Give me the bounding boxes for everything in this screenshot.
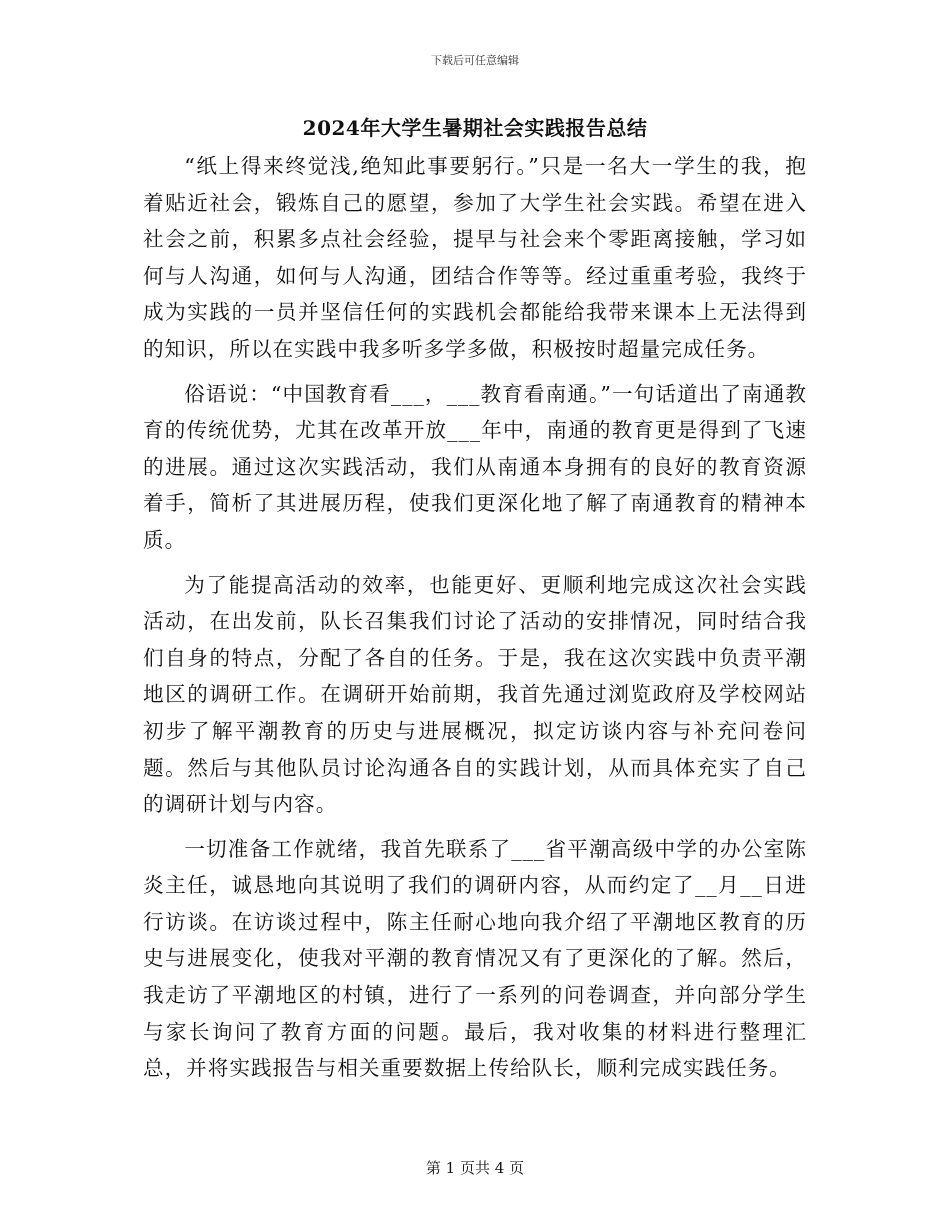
paragraph: 一切准备工作就绪，我首先联系了___省平潮高级中学的办公室陈炎主任，诚恳地向其说明了我们的调研内容，从而约定了__月__日进行访谈。在访谈过程中，陈主任耐心地向我介绍了平潮地区教育的历史与进展变化，使我对平潮的教育情况又有了更深化的了解。然后，我走访了平潮地区的村镇，进行了一系列的问卷调查，并向部分学生与家长询问了教育方面的问题。最后，我对收集的材料进行整理汇总，并将实践报告与相关重要数据上传给队长，顺利完成实践任务。: [143, 836, 807, 1081]
paragraph: “纸上得来终觉浅,绝知此事要躬行。”只是一名大一学生的我，抱着贴近社会，锻炼自己的愿望，参加了大学生社会实践。希望在进入社会之前，积累多点社会经验，提早与社会来个零距离接触，学习如何与人沟通，如何与人沟通，团结合作等等。经过重重考验，我终于成为实践的一员并坚信任何的实践机会都能给我带来课本上无法得到的知识，所以在实践中我多听多学多做，积极按时超量完成任务。: [143, 154, 807, 361]
document-title: 2024年大学生暑期社会实践报告总结: [302, 116, 648, 140]
page-number: 第 1 页共 4 页: [425, 1159, 525, 1177]
paragraph: 俗语说：“中国教育看___，___教育看南通。”一句话道出了南通教育的传统优势，尤其在改革开放___年中，南通的教育更是得到了飞速的进展。通过这次实践活动，我们从南通本身拥有的良好的教育资源着手，简析了其进展历程，使我们更深化地了解了南通教育的精神本质。: [143, 381, 807, 552]
page-header-note: 下载后可任意编辑: [431, 54, 519, 67]
paragraph: 为了能提高活动的效率，也能更好、更顺利地完成这次社会实践活动，在出发前，队长召集我们讨论了活动的安排情况，同时结合我们自身的特点，分配了各自的任务。于是，我在这次实践中负责平潮地区的调研工作。在调研开始前期，我首先通过浏览政府及学校网站初步了解平潮教育的历史与进展概况，拟定访谈内容与补充问卷问题。然后与其他队员讨论沟通各自的实践计划，从而具体充实了自己的调研计划与内容。: [143, 572, 807, 817]
document-body: [143, 148, 807, 1087]
